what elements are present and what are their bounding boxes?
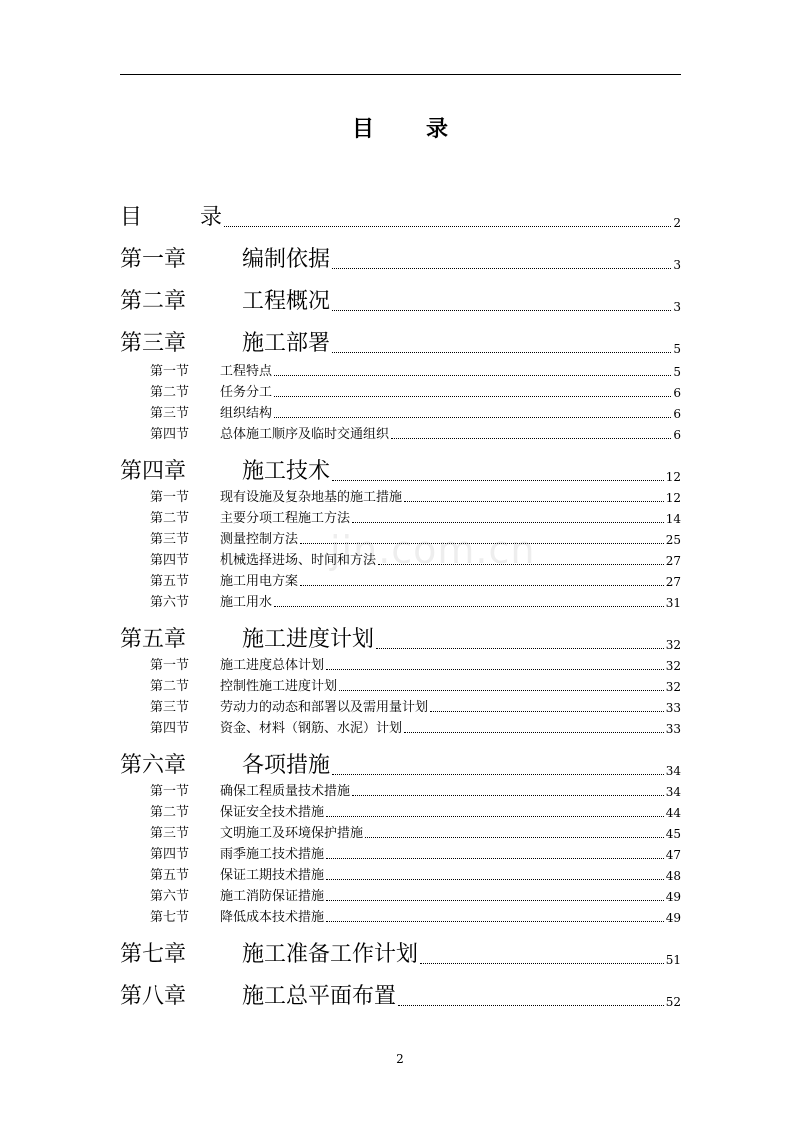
toc-entry-page: 51 <box>665 953 681 967</box>
toc-entry-title: 施工用水 <box>220 595 273 610</box>
toc-section-entry[interactable] <box>150 885 681 903</box>
toc-entry-page: 31 <box>665 596 681 610</box>
toc-entry-number: 第三节 <box>150 406 190 421</box>
toc-entry-page: 47 <box>665 848 681 862</box>
toc-chapter-entry[interactable] <box>120 453 681 483</box>
toc-entry-number: 第二节 <box>150 511 190 526</box>
toc-entry-page: 33 <box>665 722 681 736</box>
toc-entry-title: 降低成本技术措施 <box>220 910 325 925</box>
toc-dot-leader <box>352 520 664 523</box>
toc-entry-number: 第八章 <box>120 984 187 1009</box>
toc-entry-title: 总体施工顺序及临时交通组织 <box>220 427 390 442</box>
toc-entry-number: 目 <box>120 205 143 230</box>
toc-section-entry[interactable] <box>150 591 681 609</box>
toc-dot-leader <box>420 961 664 964</box>
toc-entry-title: 工程特点 <box>220 364 273 379</box>
toc-entry-title: 施工技术 <box>242 459 331 484</box>
toc-entry-title: 施工总平面布置 <box>242 984 397 1009</box>
toc-dot-leader <box>404 499 664 502</box>
toc-dot-leader <box>404 730 664 733</box>
page-title: 目录 <box>351 116 500 142</box>
toc-entry-number: 第四节 <box>150 721 190 736</box>
toc-entry-number: 第六节 <box>150 889 190 904</box>
toc-entry-number: 第六节 <box>150 595 190 610</box>
toc-dot-leader <box>332 308 671 311</box>
page-number: 2 <box>396 1052 404 1066</box>
toc-dot-leader <box>274 415 671 418</box>
toc-section-entry[interactable] <box>150 717 681 735</box>
toc-section-entry[interactable] <box>150 570 681 588</box>
toc-chapter-entry[interactable] <box>120 747 681 777</box>
toc-entry-page: 6 <box>673 386 681 400</box>
toc-entry-page: 32 <box>665 680 681 694</box>
toc-entry-page: 3 <box>673 258 681 272</box>
toc-entry-title: 劳动力的动态和部署以及需用量计划 <box>220 700 429 715</box>
toc-entry-page: 49 <box>665 890 681 904</box>
toc-entry-number: 第四节 <box>150 553 190 568</box>
toc-entry-page: 34 <box>665 785 681 799</box>
toc-entry-number: 第五章 <box>120 627 187 652</box>
toc-entry-title: 施工进度计划 <box>242 627 375 652</box>
toc-chapter-entry[interactable] <box>120 936 681 966</box>
toc-entry-number: 第五节 <box>150 574 190 589</box>
toc-entry-number: 第一节 <box>150 784 190 799</box>
toc-dot-leader <box>352 793 664 796</box>
toc-section-entry[interactable] <box>150 696 681 714</box>
toc-dot-leader <box>332 266 671 269</box>
toc-entry-title: 确保工程质量技术措施 <box>220 784 351 799</box>
toc-entry-number: 第四节 <box>150 847 190 862</box>
toc-entry-page: 32 <box>665 659 681 673</box>
toc-entry-title: 施工部署 <box>242 331 331 356</box>
toc-entry-number: 第三章 <box>120 331 187 356</box>
toc-entry-title: 现有设施及复杂地基的施工措施 <box>220 490 403 505</box>
toc-dot-leader <box>326 856 664 859</box>
toc-entry-page: 33 <box>665 701 681 715</box>
toc-entry-number: 第五节 <box>150 868 190 883</box>
toc-entry-title: 各项措施 <box>242 753 331 778</box>
toc-entry-page: 2 <box>673 216 681 230</box>
toc-entry-page: 49 <box>665 911 681 925</box>
toc-entry-number: 第三节 <box>150 826 190 841</box>
toc-entry-title: 文明施工及环境保护措施 <box>220 826 364 841</box>
toc-chapter-entry[interactable] <box>120 283 681 313</box>
toc-dot-leader <box>332 772 664 775</box>
toc-entry-number: 第四章 <box>120 459 187 484</box>
toc-dot-leader <box>326 814 664 817</box>
toc-entry-number: 第一章 <box>120 247 187 272</box>
toc-entry-page: 27 <box>665 554 681 568</box>
toc-section-entry[interactable] <box>150 486 681 504</box>
toc-entry-page: 48 <box>665 869 681 883</box>
toc-entry-title: 编制依据 <box>242 247 331 272</box>
toc-chapter-entry[interactable] <box>120 978 681 1008</box>
toc-section-entry[interactable] <box>150 843 681 861</box>
toc-entry-number: 第一节 <box>150 658 190 673</box>
toc-section-entry[interactable] <box>150 675 681 693</box>
toc-dot-leader <box>326 898 664 901</box>
toc-entry-page: 6 <box>673 428 681 442</box>
toc-dot-leader <box>376 646 664 649</box>
toc-entry-page: 14 <box>665 512 681 526</box>
toc-dot-leader <box>391 436 671 439</box>
watermark: jin.com.cn <box>330 528 536 572</box>
toc-section-entry[interactable] <box>150 507 681 525</box>
toc-entry-title: 施工用电方案 <box>220 574 299 589</box>
toc-entry-number: 第六章 <box>120 753 187 778</box>
toc-chapter-entry[interactable] <box>120 621 681 651</box>
toc-dot-leader <box>224 224 671 227</box>
toc-entry-page: 45 <box>665 827 681 841</box>
toc-entry-number: 第一节 <box>150 364 190 379</box>
toc-section-entry[interactable] <box>150 822 681 840</box>
toc-dot-leader <box>326 667 664 670</box>
toc-section-entry[interactable] <box>150 402 681 420</box>
toc-entry-title: 工程概况 <box>242 289 331 314</box>
toc-entry-number: 第一节 <box>150 490 190 505</box>
toc-entry-title: 施工进度总体计划 <box>220 658 325 673</box>
toc-entry-title: 组织结构 <box>220 406 273 421</box>
toc-entry-page: 44 <box>665 806 681 820</box>
toc-entry-number: 第七章 <box>120 942 187 967</box>
toc-dot-leader <box>300 583 664 586</box>
toc-section-entry[interactable] <box>150 423 681 441</box>
toc-entry-number: 第二节 <box>150 385 190 400</box>
toc-entry-number: 第四节 <box>150 427 190 442</box>
toc-entry-title: 主要分项工程施工方法 <box>220 511 351 526</box>
toc-entry-title: 保证安全技术措施 <box>220 805 325 820</box>
toc-dot-leader <box>326 877 664 880</box>
toc-entry-number: 第三节 <box>150 700 190 715</box>
toc-entry-page: 5 <box>673 342 681 356</box>
toc-entry-title: 雨季施工技术措施 <box>220 847 325 862</box>
toc-entry-title: 施工消防保证措施 <box>220 889 325 904</box>
toc-dot-leader <box>430 709 664 712</box>
toc-entry-page: 27 <box>665 575 681 589</box>
toc-chapter-entry[interactable] <box>120 199 681 229</box>
toc-chapter-entry[interactable] <box>120 325 681 355</box>
toc-entry-page: 12 <box>665 491 681 505</box>
toc-dot-leader <box>326 919 664 922</box>
toc-section-entry[interactable] <box>150 801 681 819</box>
toc-entry-title: 资金、材料（钢筋、水泥）计划 <box>220 721 403 736</box>
toc-chapter-entry[interactable] <box>120 241 681 271</box>
toc-dot-leader <box>274 394 671 397</box>
toc-dot-leader <box>339 688 664 691</box>
toc-entry-title: 机械选择进场、时间和方法 <box>220 553 377 568</box>
toc-entry-number: 第二节 <box>150 679 190 694</box>
toc-section-entry[interactable] <box>150 864 681 882</box>
toc-entry-title: 录 <box>200 205 223 230</box>
toc-entry-page: 5 <box>673 365 681 379</box>
toc-entry-page: 25 <box>665 533 681 547</box>
toc-section-entry[interactable] <box>150 381 681 399</box>
toc-dot-leader <box>332 478 664 481</box>
toc-entry-number: 第七节 <box>150 910 190 925</box>
toc-section-entry[interactable] <box>150 654 681 672</box>
toc-entry-page: 6 <box>673 407 681 421</box>
toc-entry-title: 测量控制方法 <box>220 532 299 547</box>
toc-section-entry[interactable] <box>150 360 681 378</box>
header-rule <box>120 74 681 75</box>
toc-entry-page: 32 <box>665 638 681 652</box>
toc-entry-number: 第二节 <box>150 805 190 820</box>
toc-dot-leader <box>398 1003 664 1006</box>
toc-dot-leader <box>332 350 671 353</box>
toc-entry-title: 控制性施工进度计划 <box>220 679 338 694</box>
toc-section-entry[interactable] <box>150 906 681 924</box>
toc-entry-title: 任务分工 <box>220 385 273 400</box>
toc-entry-page: 34 <box>665 764 681 778</box>
toc-entry-number: 第三节 <box>150 532 190 547</box>
toc-dot-leader <box>274 373 671 376</box>
toc-dot-leader <box>365 835 664 838</box>
toc-entry-number: 第二章 <box>120 289 187 314</box>
toc-entry-page: 3 <box>673 300 681 314</box>
toc-section-entry[interactable] <box>150 780 681 798</box>
toc-entry-page: 12 <box>665 470 681 484</box>
toc-dot-leader <box>274 604 664 607</box>
toc-entry-page: 52 <box>665 995 681 1009</box>
toc-entry-title: 保证工期技术措施 <box>220 868 325 883</box>
toc-entry-title: 施工准备工作计划 <box>242 942 419 967</box>
